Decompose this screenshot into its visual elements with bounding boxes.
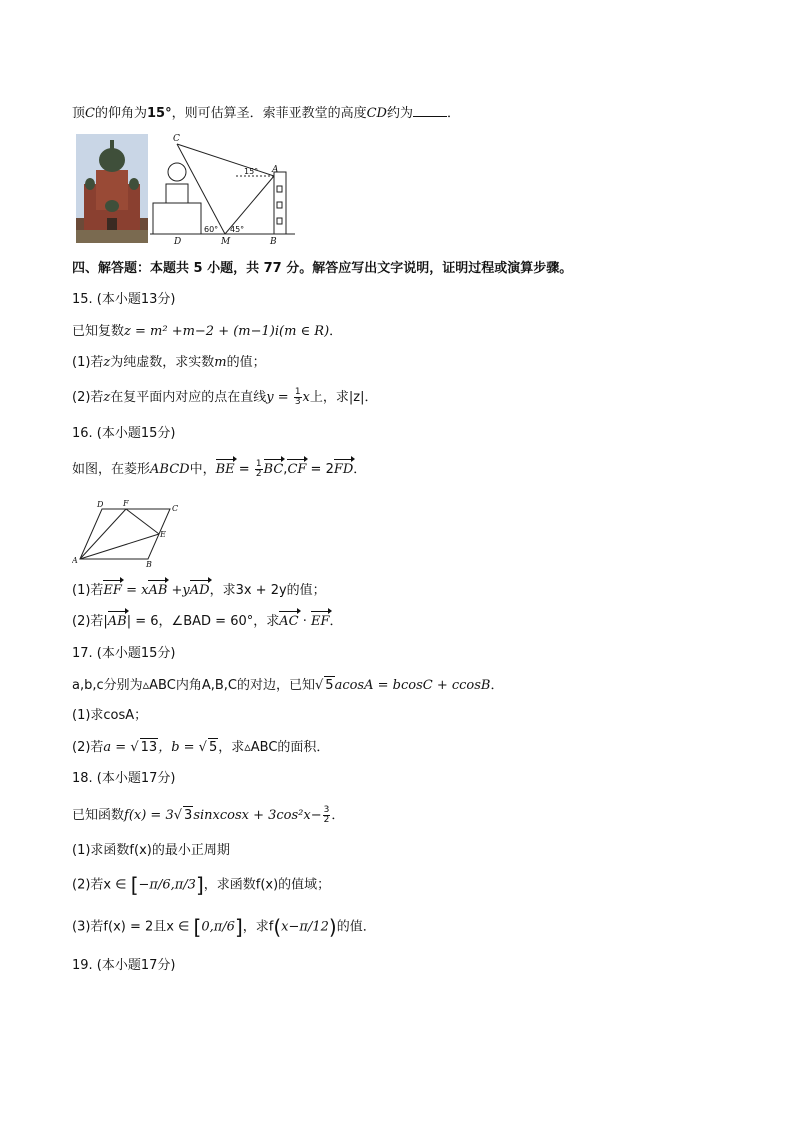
q18-part3 bbox=[72, 915, 376, 939]
fraction: $\frac{3}{2}$ bbox=[323, 805, 330, 825]
vector-AB: AB bbox=[107, 614, 127, 629]
q17-part2 bbox=[72, 738, 329, 757]
text: (2)若| bbox=[72, 614, 108, 629]
q18-part1: (1)求函数f(x)的最小正周期 bbox=[72, 843, 230, 858]
vector-BC: BC bbox=[263, 462, 284, 477]
paren: ( bbox=[273, 915, 282, 939]
text: 已知复数 bbox=[72, 324, 125, 339]
label-F: F bbox=[123, 499, 129, 508]
text: 约为 bbox=[386, 106, 413, 121]
text: a,b,c分别为▵ABC内角A,B,C的对边，已知 bbox=[72, 678, 315, 693]
math: y = bbox=[266, 390, 293, 405]
q15-header: 15. (本小题13分) bbox=[72, 292, 176, 307]
q15-part1 bbox=[72, 354, 266, 372]
text: 已知函数 bbox=[72, 808, 125, 823]
text: (2)若 bbox=[72, 390, 104, 405]
label-D: D bbox=[174, 237, 182, 247]
text: | = 6，∠BAD = 60°，求 bbox=[126, 614, 280, 629]
text: ． bbox=[331, 808, 345, 823]
q18-stem bbox=[72, 806, 344, 825]
text: 在复平面内对应的点在直线 bbox=[110, 390, 267, 405]
sqrt-5: 5 bbox=[208, 740, 218, 755]
vector-FD: FD bbox=[333, 462, 354, 477]
sqrt-sign: √ bbox=[314, 678, 324, 693]
bracket: ] bbox=[195, 873, 204, 897]
q18-header: 18. (本小题17分) bbox=[72, 771, 176, 786]
math: = x bbox=[121, 583, 149, 598]
text: ，求3x + 2y的值； bbox=[209, 583, 326, 598]
math: a = bbox=[103, 740, 131, 755]
bracket: [ bbox=[130, 873, 139, 897]
q15-part2 bbox=[72, 388, 377, 407]
cathedral-geometry-figure bbox=[150, 132, 295, 248]
q15-stem bbox=[72, 323, 342, 341]
math: acosA = bcosC + ccosB bbox=[334, 678, 491, 693]
angle-15: 15° bbox=[244, 167, 259, 176]
vector-CF: CF bbox=[287, 462, 307, 477]
text: (2)若x ∈ bbox=[72, 877, 131, 893]
q18-part2 bbox=[72, 873, 331, 897]
var: ABCD bbox=[150, 462, 190, 477]
q16-part1 bbox=[72, 582, 326, 600]
math: ，b = bbox=[158, 740, 199, 755]
label-D: D bbox=[97, 500, 104, 509]
label-C: C bbox=[172, 504, 179, 513]
vector-AB: AB bbox=[148, 583, 168, 598]
angle-45: 45° bbox=[230, 225, 245, 234]
var: m bbox=[214, 355, 227, 370]
text: · bbox=[298, 614, 311, 629]
fraction: $\frac{1}{3}$ bbox=[294, 387, 301, 407]
text: 的仰角为 bbox=[94, 106, 147, 121]
vector-EF: EF bbox=[310, 614, 330, 629]
text: (1)若 bbox=[72, 355, 104, 370]
text: = bbox=[234, 462, 254, 477]
q16-stem bbox=[72, 460, 366, 479]
text: ，则可估算圣．索菲亚教堂的高度 bbox=[171, 106, 367, 121]
text: = 2 bbox=[306, 462, 334, 477]
vector-EF: EF bbox=[103, 583, 122, 598]
text: (3)若f(x) = 2且x ∈ bbox=[72, 919, 194, 935]
text: , bbox=[283, 462, 288, 477]
text: ． bbox=[490, 678, 504, 693]
interval: 0,π/6 bbox=[201, 919, 235, 935]
q17-stem bbox=[72, 676, 503, 695]
fraction: $\frac{1}{2}$ bbox=[255, 459, 262, 479]
var: z bbox=[103, 390, 111, 405]
q16-part2 bbox=[72, 613, 343, 631]
var: z bbox=[103, 355, 111, 370]
label-B: B bbox=[270, 237, 277, 247]
vector-BE: BE bbox=[215, 462, 235, 477]
vector-AD: AD bbox=[189, 583, 210, 598]
var: CD bbox=[366, 106, 387, 121]
text: ，求▵ABC的面积． bbox=[218, 740, 330, 755]
label-E: E bbox=[160, 530, 166, 539]
text: 中， bbox=[189, 462, 216, 477]
sqrt-sign: √ bbox=[130, 740, 139, 755]
q17-part1: (1)求cosA； bbox=[72, 708, 148, 723]
text: ，求f bbox=[242, 919, 274, 935]
interval: −π/6,π/3 bbox=[138, 877, 196, 893]
sqrt-5: 5 bbox=[325, 678, 334, 693]
sqrt-sign: √ bbox=[198, 740, 207, 755]
text: ． bbox=[446, 106, 460, 121]
text: 的值； bbox=[226, 355, 266, 370]
text: ，求函数f(x)的值域； bbox=[203, 877, 331, 893]
var: x bbox=[302, 390, 310, 405]
math: +y bbox=[167, 583, 190, 598]
text: 顶 bbox=[72, 106, 86, 121]
q16-header: 16. (本小题15分) bbox=[72, 426, 176, 441]
q19-header: 19. (本小题17分) bbox=[72, 958, 176, 973]
math: f(x) = 3 bbox=[124, 808, 174, 823]
argument: x−π/12 bbox=[281, 919, 329, 935]
text: (1)若 bbox=[72, 583, 104, 598]
label-A: A bbox=[72, 556, 78, 565]
text: 的值． bbox=[336, 919, 376, 935]
vector-AC: AC bbox=[279, 614, 299, 629]
text: ． bbox=[353, 462, 367, 477]
text: 上，求|z|． bbox=[309, 390, 378, 405]
label-B: B bbox=[146, 560, 152, 569]
math: z = m² +m−2 + (m−1)i(m ∈ R) bbox=[124, 324, 330, 339]
angle-60: 60° bbox=[204, 225, 219, 234]
sqrt-13: 13 bbox=[140, 740, 158, 755]
angle: 15° bbox=[146, 106, 172, 121]
math: sinxcosx + 3cos²x− bbox=[193, 808, 322, 823]
paren: ) bbox=[328, 915, 337, 939]
text: ． bbox=[329, 614, 343, 629]
bracket: ] bbox=[234, 915, 243, 939]
var: C bbox=[85, 106, 95, 121]
cathedral-photo bbox=[76, 134, 148, 243]
section-heading: 四、解答题：本题共 5 小题，共 77 分。解答应写出文字说明，证明过程或演算步骤。 bbox=[72, 261, 573, 276]
bracket: [ bbox=[193, 915, 202, 939]
label-A: A bbox=[272, 165, 279, 175]
sqrt-3: 3 bbox=[184, 808, 193, 823]
text: 为纯虚数，求实数 bbox=[110, 355, 215, 370]
text: ． bbox=[329, 324, 343, 339]
text: (2)若 bbox=[72, 740, 104, 755]
label-M: M bbox=[221, 237, 231, 247]
answer-blank bbox=[413, 104, 447, 117]
rhombus-figure bbox=[72, 497, 184, 569]
label-C: C bbox=[173, 134, 180, 144]
text: 如图，在菱形 bbox=[72, 462, 151, 477]
sqrt-sign: √ bbox=[173, 808, 183, 823]
problem-14-text bbox=[72, 104, 460, 123]
q17-header: 17. (本小题15分) bbox=[72, 646, 176, 661]
